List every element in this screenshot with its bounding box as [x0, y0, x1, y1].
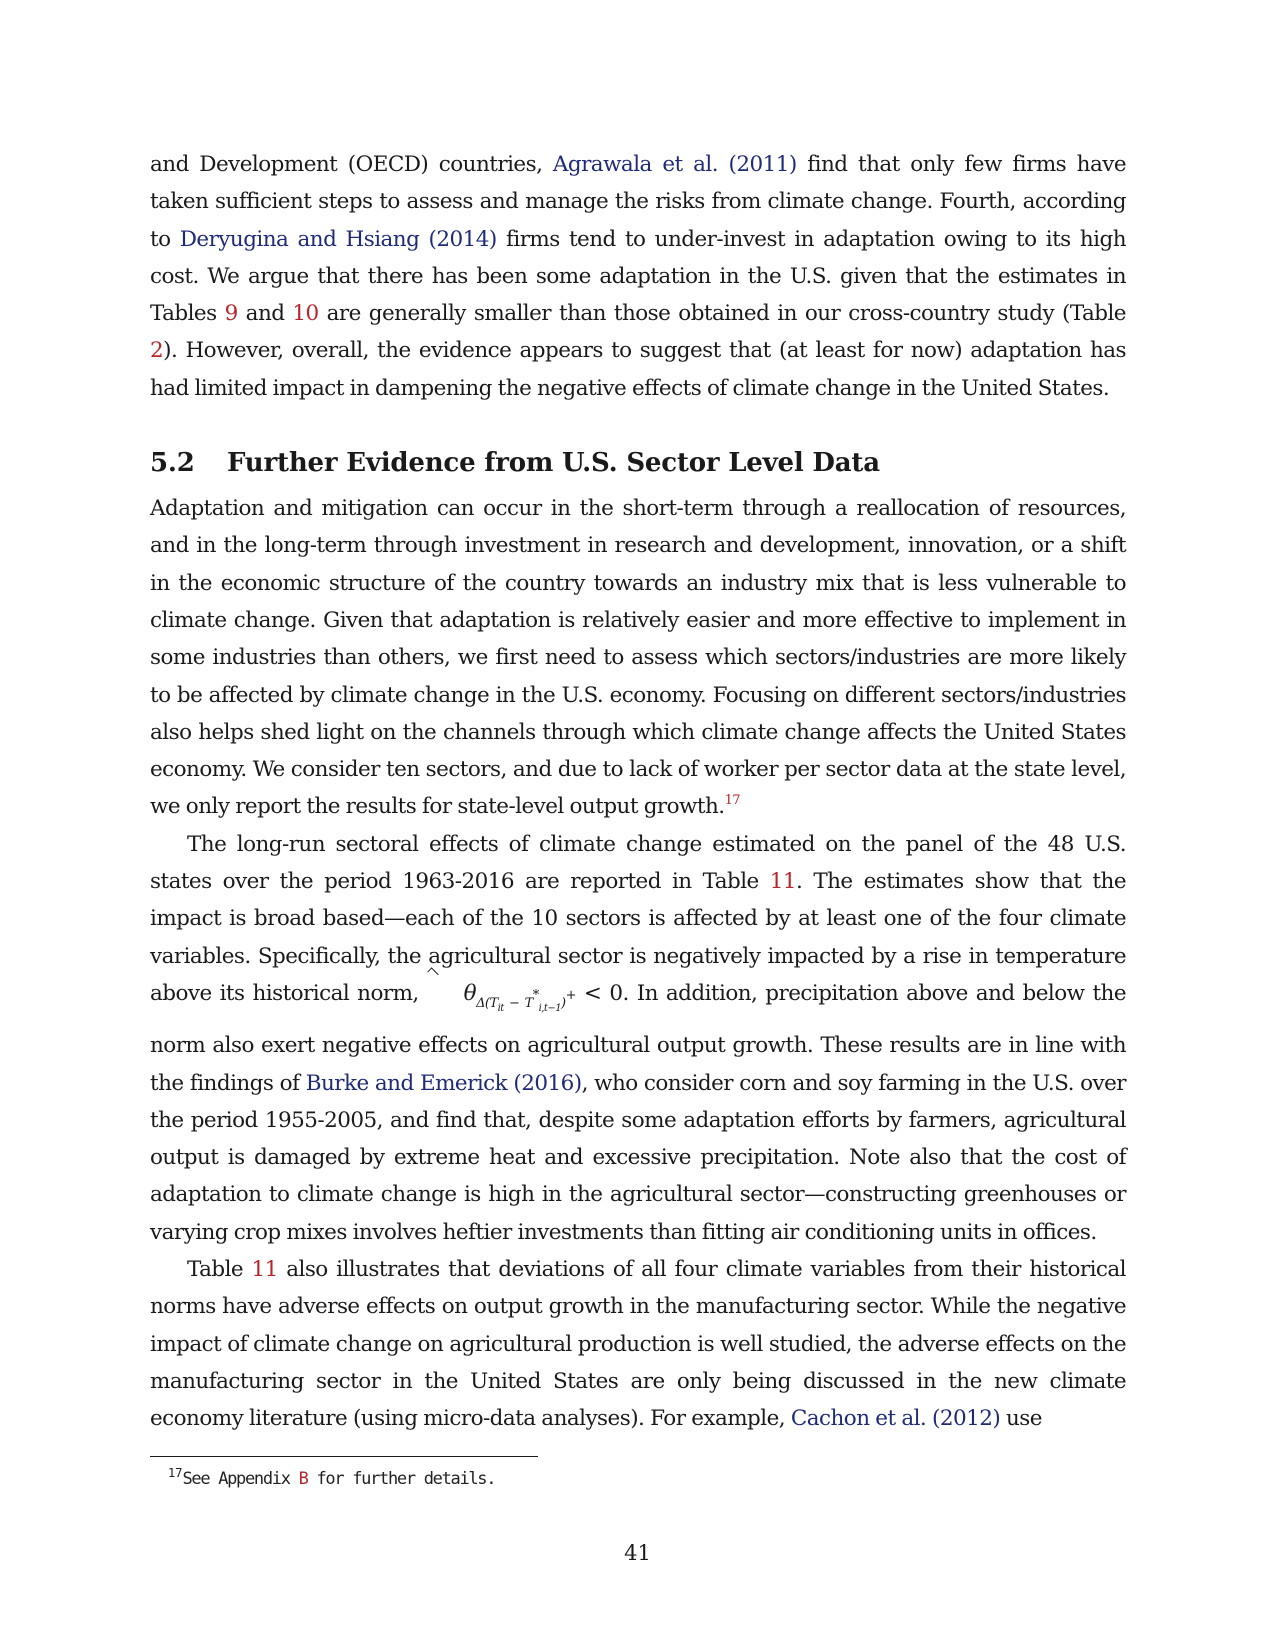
- citation-deryugina-hsiang-2014[interactable]: Deryugina and Hsiang (2014): [179, 226, 497, 252]
- text: are generally smaller than those obtained in our cross-country study (Table: [318, 301, 1126, 327]
- table-ref-9[interactable]: 9: [224, 301, 238, 327]
- text: also illustrates that deviations of all four climate variables from their historical norms have adverse effects on output growth in the manufacturing sector. While the negative impact of climate change on agricultural production is well studied, the adverse effects on the manufacturing sector in the United States are only being discussed in the new climate economy literature (using micro-data analyses). For example,: [150, 1257, 1126, 1432]
- section-title: Further Evidence from U.S. Sector Level Data: [227, 448, 880, 479]
- footnote-text: See Appendix: [182, 1469, 299, 1489]
- text: . The estimates show that the impact is broad based—each of the 10 sectors is affected by at least one of the four climate variables. Specifically, the agricultural sector is negatively impacted by a rise in temperature above its historical norm,: [150, 869, 1126, 1006]
- page-number: 41: [624, 1541, 651, 1565]
- minus-sign: −: [503, 995, 525, 1011]
- citation-burke-emerick-2016[interactable]: Burke and Emerick (2016): [305, 1070, 582, 1096]
- sub-it: it: [497, 1002, 504, 1014]
- text: use: [1000, 1406, 1042, 1432]
- var-T-star: T: [524, 995, 533, 1011]
- text: and: [237, 301, 293, 327]
- text: find that only few firms have taken sufficient steps to assess and manage the risks from climate change. Fourth, according to: [150, 152, 1126, 252]
- footnote-divider: [150, 1456, 538, 1457]
- theta-subscript: [476, 987, 576, 1014]
- sub-i-t-minus-1: i,t−1: [538, 1002, 562, 1014]
- paragraph-3: [150, 826, 1126, 1251]
- delta-close: ): [561, 995, 566, 1011]
- table-ref-11[interactable]: 11: [251, 1257, 278, 1283]
- text: and Development (OECD) countries,: [150, 152, 553, 177]
- paragraph-1: [150, 146, 1126, 407]
- paragraph-2: [150, 490, 1126, 826]
- theta-hat-expression: [427, 980, 576, 1014]
- text: The long-run sectoral effects of climate change estimated on the panel of the 48 U.S. states over the period 1963-2016 are reported in Table: [150, 831, 1126, 895]
- footnote-mark: 17: [168, 1466, 183, 1480]
- footnote-text: for further details.: [307, 1469, 496, 1489]
- citation-agrawala-2011[interactable]: Agrawala et al. (2011): [552, 152, 797, 177]
- table-ref-2[interactable]: 2: [150, 338, 164, 364]
- text: firms tend to under-invest in adaptation owing to its high cost. We argue that there has been some adaptation in the U.S. given that the estimates in Tables: [150, 226, 1127, 327]
- section-heading: [150, 445, 1126, 481]
- table-ref-11[interactable]: 11: [769, 869, 797, 895]
- theta-symbol: θ: [427, 975, 476, 1012]
- text: , who consider corn and soy farming in the U.S. over the period 1955-2005, and find that, despite some adaptation efforts by farmers, agricultural output is damaged by extreme heat and excessive precipitation. Note also that the cost of adaptation to climate change is high in the agricultural sector—constructing greenhouses or varying crop mixes involves heftier investments than fitting air conditioning units in offices.: [150, 1070, 1127, 1245]
- paragraph-4: [150, 1251, 1126, 1437]
- text: ). However, overall, the evidence appears to suggest that (at least for now) adaptation has had limited impact in dampening the negative effects of climate change in the United States.: [150, 338, 1126, 401]
- appendix-ref-b[interactable]: B: [298, 1469, 308, 1489]
- text: Table: [187, 1257, 252, 1283]
- text: < 0. In addition, precipitation above and below the norm also exert negative effects on agricultural output growth. These results are in line with the findings of: [150, 980, 1127, 1096]
- footnote-17: [168, 1461, 495, 1491]
- page-body: [150, 146, 1126, 1438]
- section-number: 5.2: [150, 448, 195, 479]
- citation-cachon-2012[interactable]: Cachon et al. (2012): [790, 1406, 1001, 1432]
- text: Adaptation and mitigation can occur in the short-term through a reallocation of resources, and in the long-term through investment in research and development, innovation, or a shift in the economic structure of the country towards an industry mix that is less vulnerable to climate change. Given that adaptation is relatively easier and more effective to implement in some industries than others, we first need to assess which sectors/industries are more likely to be affected by climate change in the U.S. economy. Focusing on different sectors/industries also helps shed light on the channels through which climate change affects the United States economy. We consider ten sectors, and due to lack of worker per sector data at the state level, we only report the results for state-level output growth.: [150, 496, 1126, 820]
- star-sup: *: [532, 987, 539, 1003]
- table-ref-10[interactable]: 10: [292, 301, 319, 327]
- plus-sup: +: [565, 987, 576, 1003]
- delta-open: Δ(: [476, 995, 490, 1011]
- footnote-ref-17[interactable]: 17: [724, 793, 741, 809]
- var-T-it: T: [489, 995, 498, 1011]
